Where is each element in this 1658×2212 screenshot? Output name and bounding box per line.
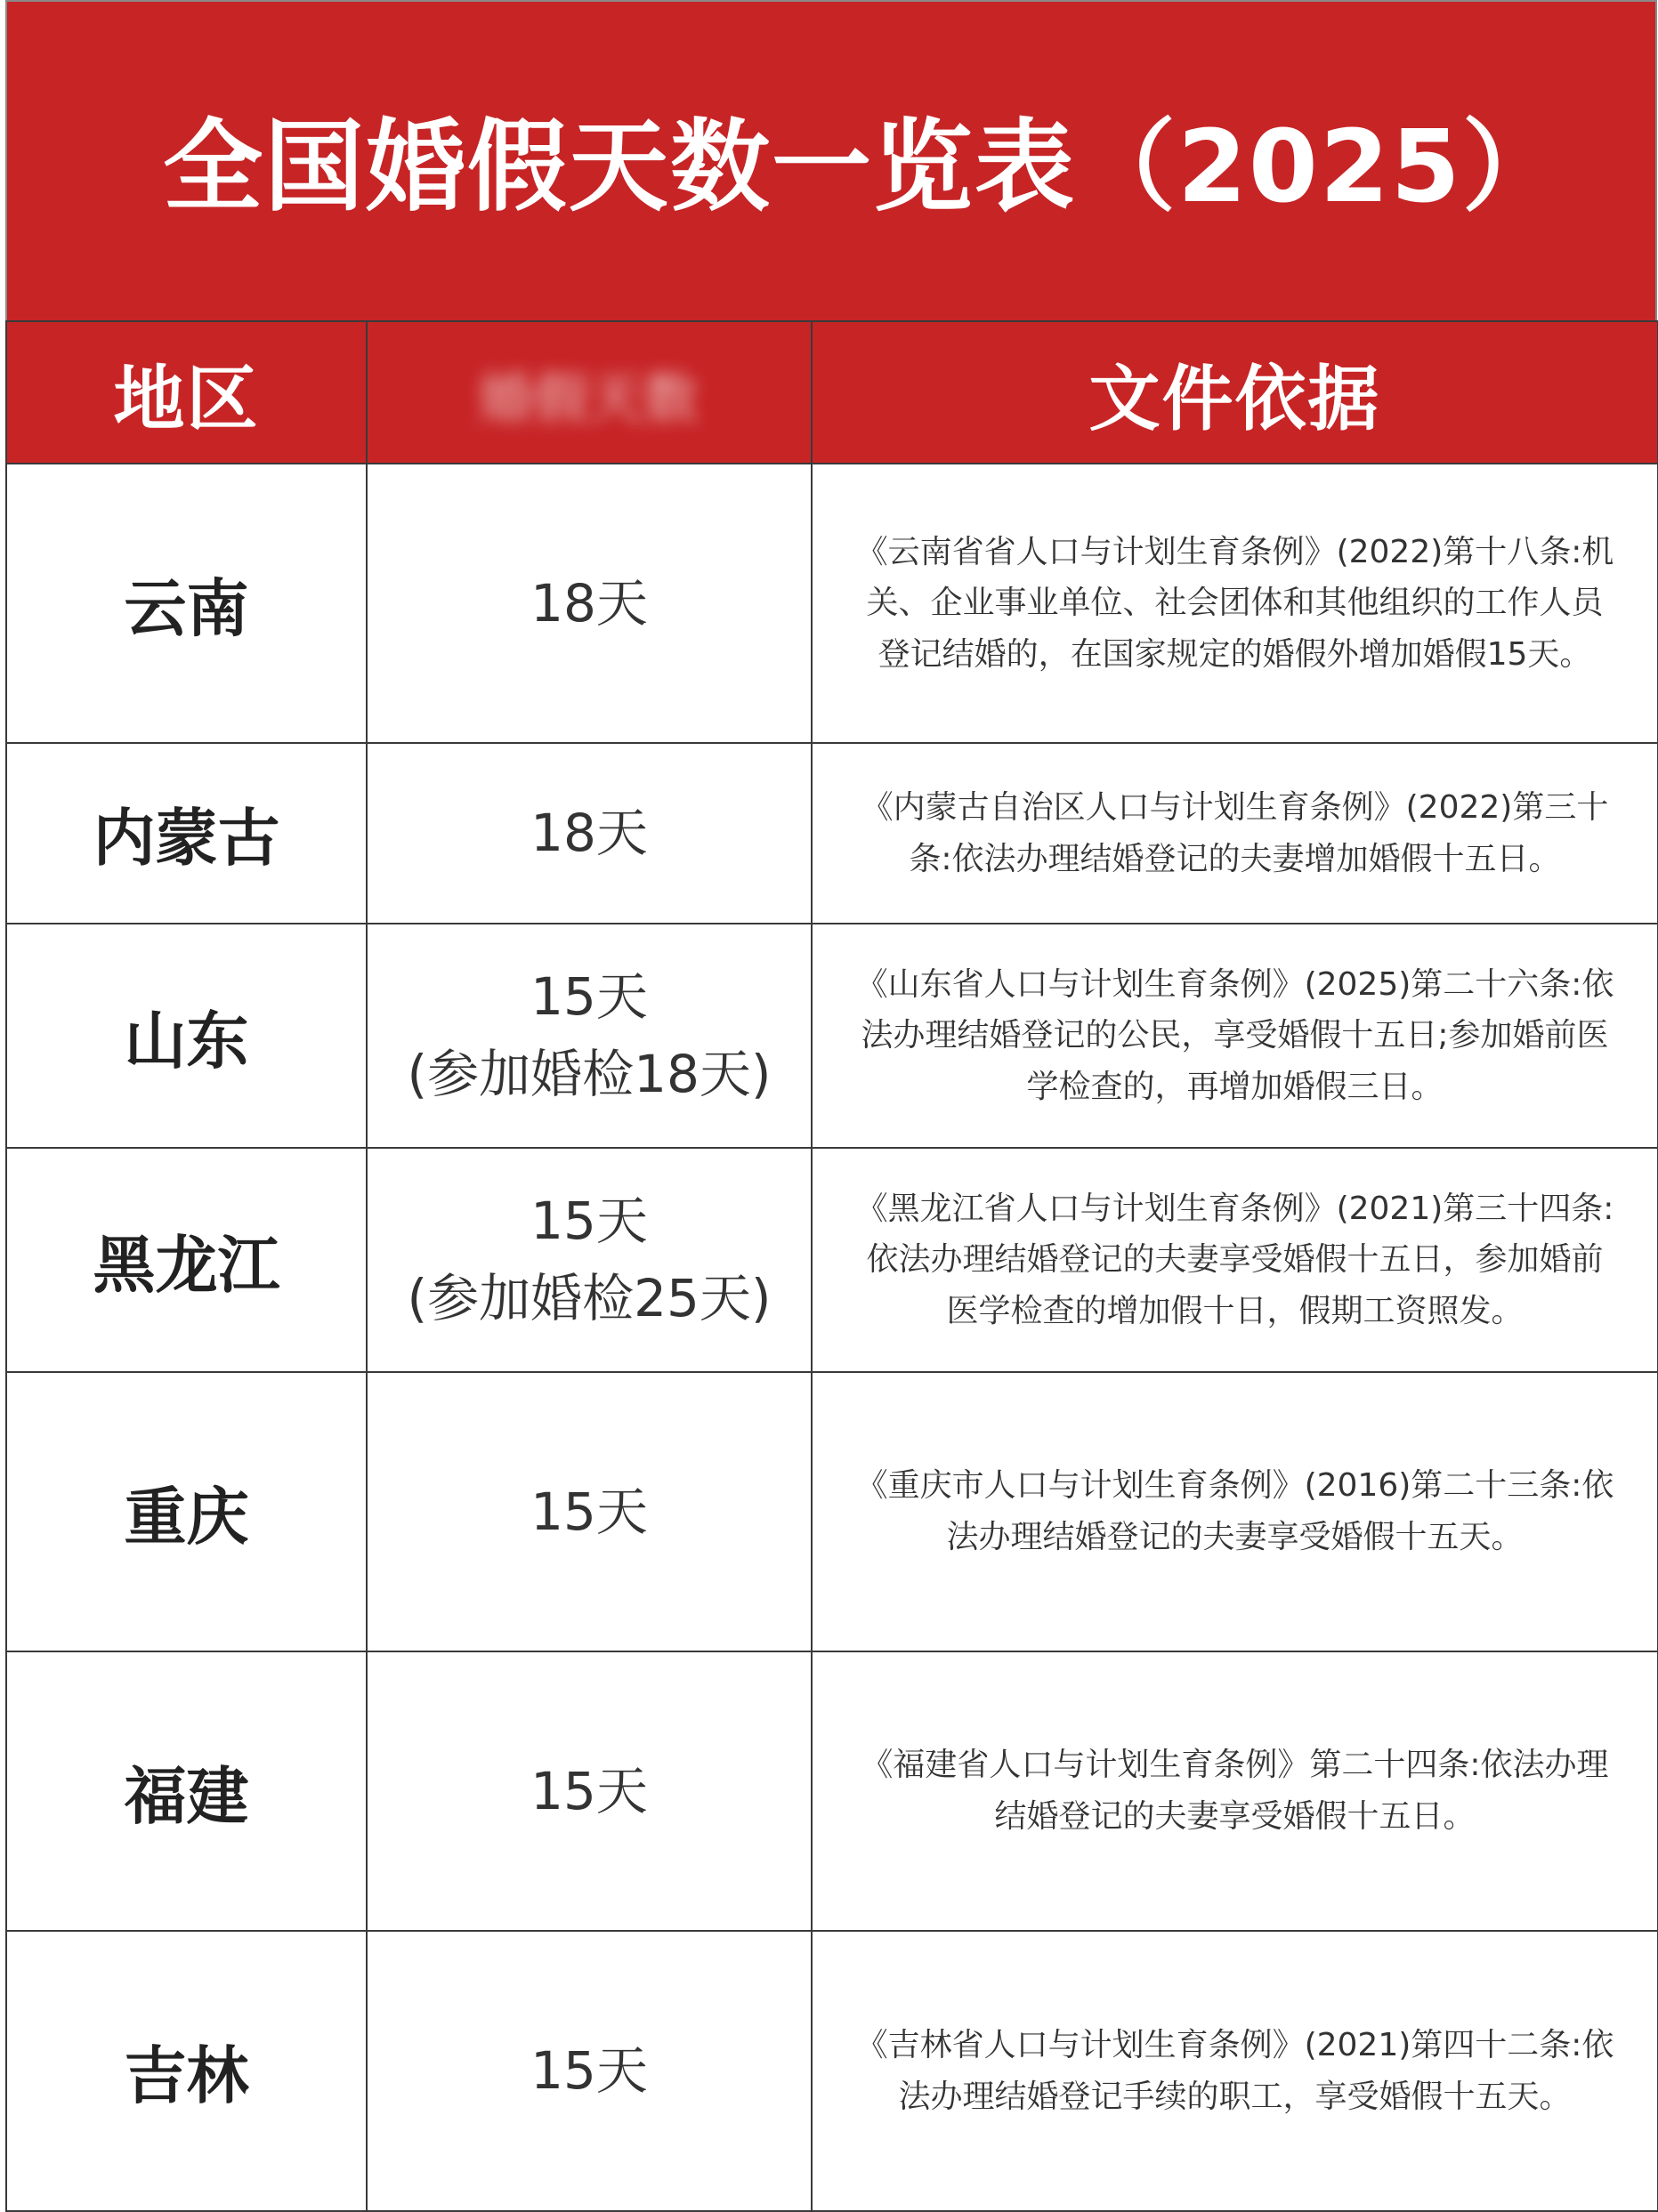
days-cell <box>367 743 812 924</box>
days-cell <box>367 1372 812 1651</box>
days-value: 15天 <box>530 2040 648 2101</box>
days-value: 15天 <box>530 1481 648 1542</box>
header-basis: 文件依据 <box>812 321 1658 464</box>
title-banner <box>5 0 1657 320</box>
basis-cell <box>812 464 1658 743</box>
region-cell: 黑龙江 <box>6 1148 367 1372</box>
days-value: 15天 <box>530 1191 648 1251</box>
page-title: 全国婚假天数一览表（2025） <box>163 109 1564 225</box>
days-value: 18天 <box>530 572 648 634</box>
days-value: 15天 <box>530 966 648 1027</box>
basis-line: 《福建省人口与计划生育条例》第二十四条:依法办理 <box>861 1747 1609 1784</box>
basis-line: 《重庆市人口与计划生育条例》(2016)第二十三条:依 <box>855 1467 1614 1505</box>
table-row <box>6 1148 1658 1372</box>
days-note: (参加婚检18天) <box>407 1044 772 1104</box>
region-cell: 重庆 <box>6 1372 367 1651</box>
basis-line: 关、企业事业单位、社会团体和其他组织的工作人员 <box>866 585 1604 622</box>
basis-cell <box>812 1372 1658 1651</box>
marriage-leave-table <box>5 320 1658 2212</box>
basis-line: 登记结婚的，在国家规定的婚假外增加婚假15天。 <box>878 635 1592 673</box>
days-cell <box>367 924 812 1148</box>
table-row <box>6 924 1658 1148</box>
region-cell: 山东 <box>6 924 367 1148</box>
basis-cell <box>812 1931 1658 2211</box>
basis-cell <box>812 1651 1658 1931</box>
basis-line: 《云南省省人口与计划生育条例》(2022)第十八条:机 <box>855 533 1614 570</box>
region-cell: 吉林 <box>6 1931 367 2211</box>
table-row <box>6 1931 1658 2211</box>
days-note: (参加婚检25天) <box>407 1268 772 1328</box>
basis-line: 《吉林省人口与计划生育条例》(2021)第四十二条:依 <box>855 2026 1614 2063</box>
table-row <box>6 743 1658 924</box>
basis-line: 法办理结婚登记的夫妻享受婚假十五天。 <box>946 1519 1524 1555</box>
days-cell <box>367 1931 812 2211</box>
basis-line: 条:依法办理结婚登记的夫妻增加婚假十五日。 <box>909 840 1561 877</box>
table-row <box>6 464 1658 743</box>
table-row <box>6 1372 1658 1651</box>
days-value: 18天 <box>530 803 648 863</box>
days-cell <box>367 1651 812 1931</box>
days-cell <box>367 464 812 743</box>
basis-line: 结婚登记的夫妻享受婚假十五日。 <box>994 1798 1476 1835</box>
basis-cell <box>812 743 1658 924</box>
basis-line: 依法办理结婚登记的夫妻享受婚假十五日，参加婚前 <box>866 1241 1604 1279</box>
days-value: 15天 <box>530 1760 648 1821</box>
header-days <box>367 321 812 464</box>
basis-line: 法办理结婚登记的公民，享受婚假十五日;参加婚前医 <box>861 1017 1609 1054</box>
region-cell: 内蒙古 <box>6 743 367 924</box>
basis-line: 《黑龙江省人口与计划生育条例》(2021)第三十四条: <box>855 1190 1614 1227</box>
days-cell <box>367 1148 812 1372</box>
basis-line: 法办理结婚登记手续的职工，享受婚假十五天。 <box>898 2078 1572 2115</box>
header-region: 地区 <box>6 321 367 464</box>
region-cell: 福建 <box>6 1651 367 1931</box>
basis-line: 《内蒙古自治区人口与计划生育条例》(2022)第三十 <box>861 788 1609 826</box>
header-days-label: 婚假天数 <box>479 367 700 431</box>
basis-line: 医学检查的增加假十日，假期工资照发。 <box>946 1292 1524 1329</box>
basis-line: 学检查的，再增加婚假三日。 <box>1026 1068 1444 1105</box>
basis-cell <box>812 1148 1658 1372</box>
table-header-row <box>6 321 1658 464</box>
table-row <box>6 1651 1658 1931</box>
region-cell: 云南 <box>6 464 367 743</box>
basis-line: 《山东省人口与计划生育条例》(2025)第二十六条:依 <box>855 965 1614 1003</box>
basis-cell <box>812 924 1658 1148</box>
